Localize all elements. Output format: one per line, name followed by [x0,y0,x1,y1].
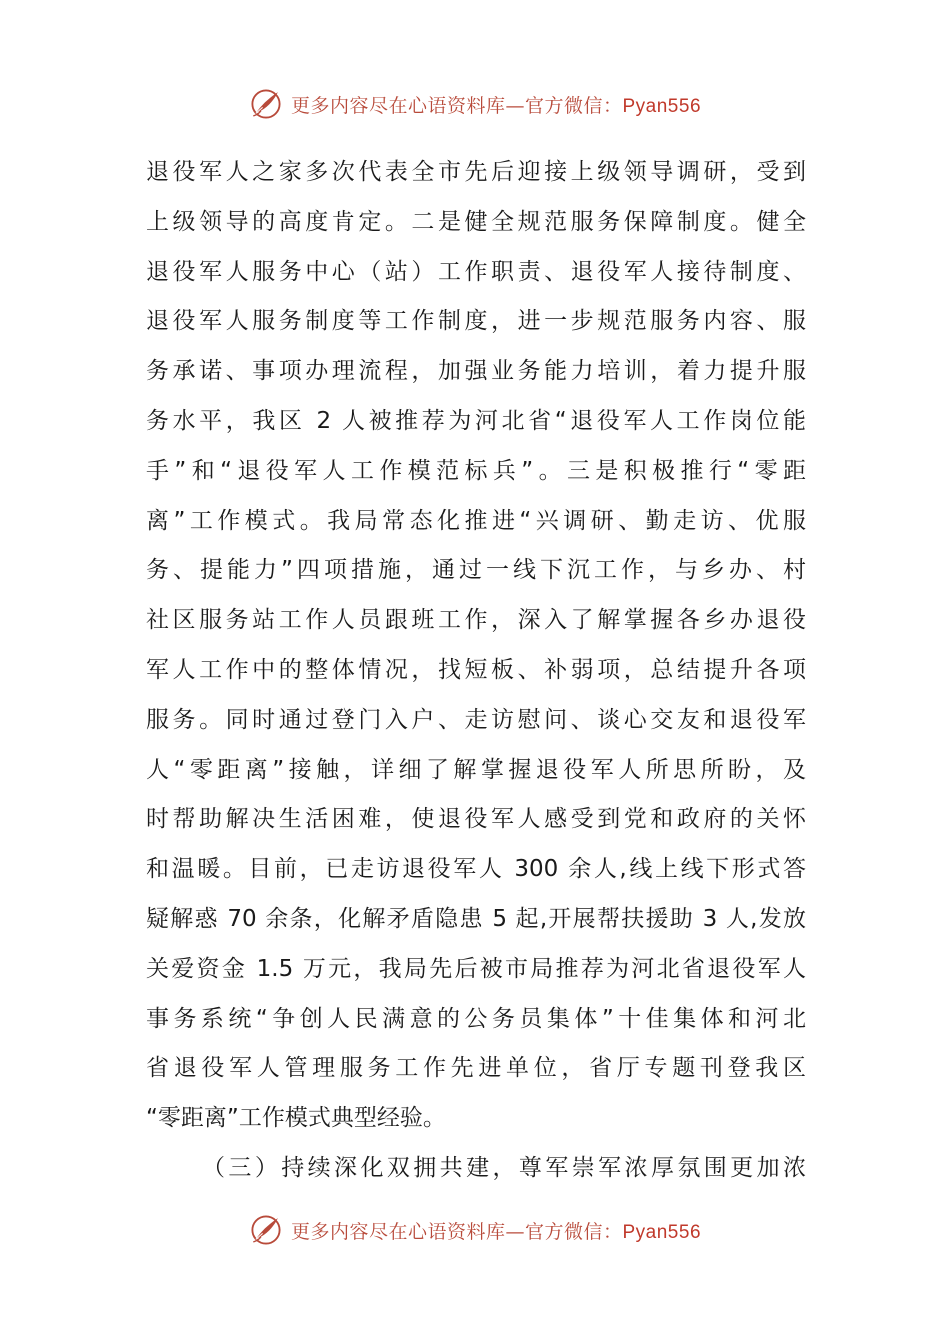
body-line: 军人工作中的整体情况，找短板、补弱项，总结提升各项 [146,656,806,683]
body-line: 疑解惑 70 余条，化解矛盾隐患 5 起,开展帮扶援助 3 人,发放 [146,905,806,932]
body-line: 服务。同时通过登门入户、走访慰问、谈心交友和退役军 [146,706,806,733]
body-line: 离”工作模式。我局常态化推进“兴调研、勤走访、优服 [146,507,806,534]
body-line: 退役军人服务中心（站）工作职责、退役军人接待制度、 [146,258,806,285]
body-line: 务承诺、事项办理流程，加强业务能力培训，着力提升服 [146,358,806,385]
body-line: 省退役军人管理服务工作先进单位，省厅专题刊登我区 [146,1055,806,1082]
body-line: 和温暖。目前，已走访退役军人 300 余人,线上线下形式答 [146,856,806,883]
body-line: 务、提能力”四项措施，通过一线下沉工作，与乡办、村 [146,557,806,584]
watermark-text [291,91,701,118]
body-line: 关爱资金 1.5 万元，我局先后被市局推荐为河北省退役军人 [146,955,806,982]
watermark-wechat-id: Pyan556 [622,95,702,117]
body-line: 时帮助解决生活困难，使退役军人感受到党和政府的关怀 [146,806,806,833]
body-line: 手”和“退役军人工作模范标兵”。三是积极推行“零距 [146,457,806,484]
watermark-text [291,1217,701,1244]
body-line: 退役军人服务制度等工作制度，进一步规范服务内容、服 [146,308,806,335]
document-body [146,148,806,1194]
body-line: 上级领导的高度肯定。二是健全规范服务保障制度。健全 [146,208,806,235]
body-line: 务水平，我区 2 人被推荐为河北省“退役军人工作岗位能 [146,407,806,434]
quill-pen-logo-icon [249,87,283,121]
body-line: 社区服务站工作人员跟班工作，深入了解掌握各乡办退役 [146,607,806,634]
watermark-label: 更多内容尽在心语资料库—官方微信： [290,94,623,117]
header-watermark [0,84,950,124]
footer-watermark [0,1210,950,1250]
quill-pen-logo-icon [249,1213,283,1247]
body-line-paragraph-end: “零距离”工作模式典型经验。 [146,1105,446,1132]
body-line: 退役军人之家多次代表全市先后迎接上级领导调研，受到 [146,159,806,185]
body-line: 人“零距离”接触，详细了解掌握退役军人所思所盼，及 [146,756,806,783]
watermark-wechat-id: Pyan556 [622,1221,702,1243]
body-line: 事务系统“争创人民满意的公务员集体”十佳集体和河北 [146,1005,806,1032]
section-heading: （三）持续深化双拥共建，尊军崇军浓厚氛围更加浓 [202,1154,806,1181]
watermark-label: 更多内容尽在心语资料库—官方微信： [290,1220,623,1243]
